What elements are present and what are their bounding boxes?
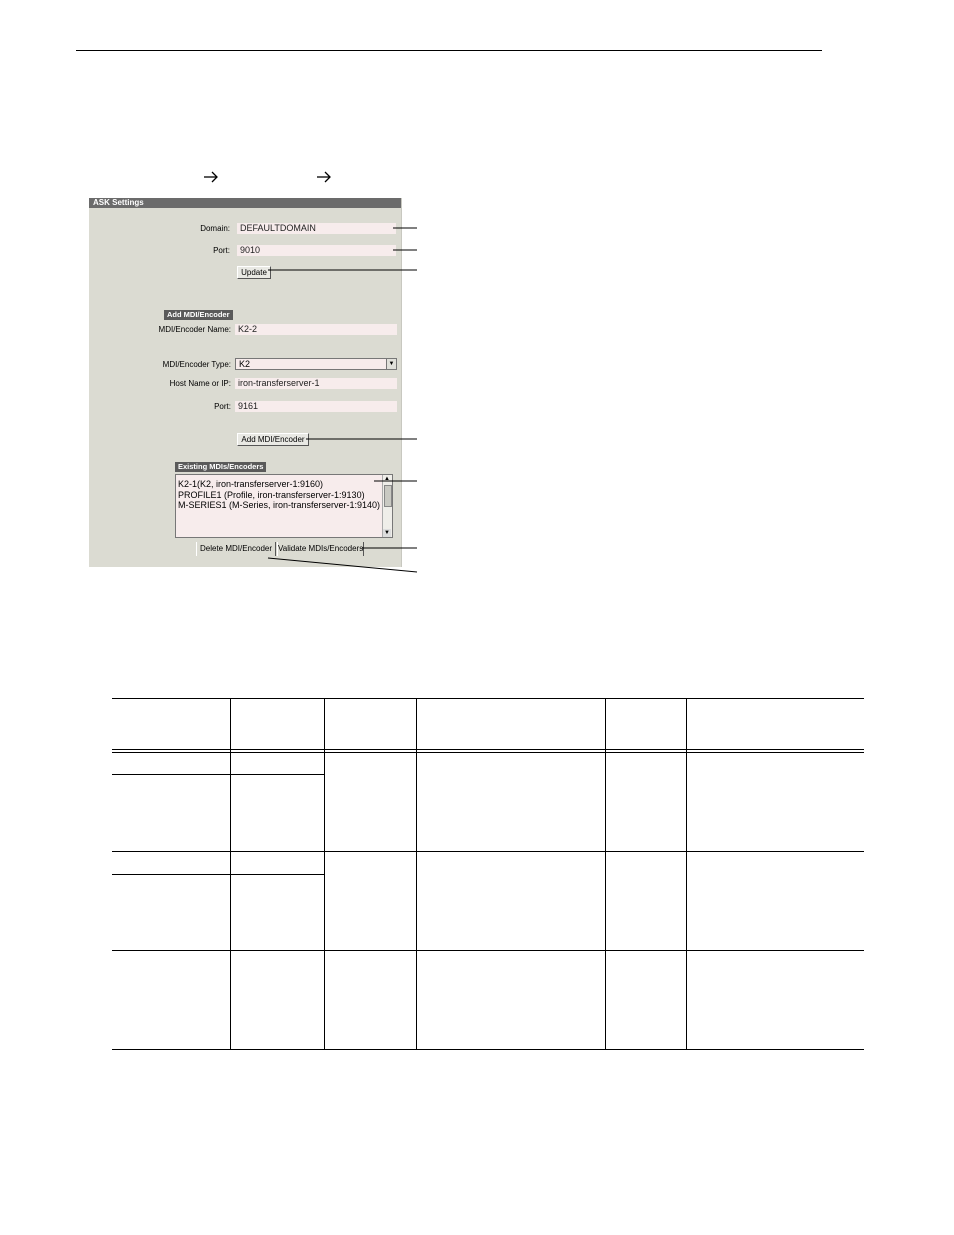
host-input[interactable]: iron-transferserver-1 — [235, 378, 397, 389]
existing-encoders-list[interactable] — [175, 474, 393, 538]
encoder-type-label: MDI/Encoder Type: — [162, 360, 231, 369]
domain-input[interactable]: DEFAULTDOMAIN — [237, 223, 396, 234]
add-encoder-button[interactable]: Add MDI/Encoder — [237, 433, 309, 446]
list-item[interactable]: K2-1(K2, iron-transferserver-1:9160) — [178, 479, 324, 489]
header-rule — [76, 50, 822, 51]
list-item[interactable]: M-SERIES1 (M-Series, iron-transferserver-1:9140) — [178, 500, 381, 510]
scroll-down-icon[interactable]: ▼ — [384, 530, 390, 536]
existing-section-header: Existing MDIs/Encoders — [175, 462, 266, 472]
delete-encoder-button[interactable]: Delete MDI/Encoder — [196, 542, 276, 556]
port-input[interactable]: 9010 — [237, 245, 396, 256]
ask-settings-panel — [89, 198, 402, 567]
update-button[interactable]: Update — [237, 266, 271, 279]
encoder-type-value: K2 — [239, 359, 251, 369]
arrow-right-icon — [316, 170, 332, 184]
list-item[interactable]: PROFILE1 (Profile, iron-transferserver-1:9130) — [178, 489, 365, 500]
encoder-port-label: Port: — [214, 402, 231, 411]
arrow-right-icon — [203, 170, 219, 184]
encoder-port-input[interactable]: 9161 — [235, 401, 397, 412]
encoder-name-input[interactable]: K2-2 — [235, 324, 397, 335]
add-section-header: Add MDI/Encoder — [164, 310, 233, 320]
port-label: Port: — [213, 246, 230, 255]
list-scrollbar[interactable] — [382, 475, 392, 537]
scroll-up-icon[interactable]: ▲ — [384, 476, 390, 482]
encoder-type-select[interactable] — [235, 358, 397, 370]
chevron-down-icon[interactable]: ▼ — [386, 359, 396, 369]
domain-label: Domain: — [200, 224, 230, 233]
validate-encoders-button[interactable]: Validate MDIs/Encoders — [277, 542, 364, 556]
scroll-thumb[interactable] — [384, 485, 392, 507]
panel-title: ASK Settings — [89, 198, 401, 208]
empty-table — [112, 698, 864, 1050]
host-label: Host Name or IP: — [169, 379, 231, 388]
encoder-name-label: MDI/Encoder Name: — [158, 325, 231, 334]
